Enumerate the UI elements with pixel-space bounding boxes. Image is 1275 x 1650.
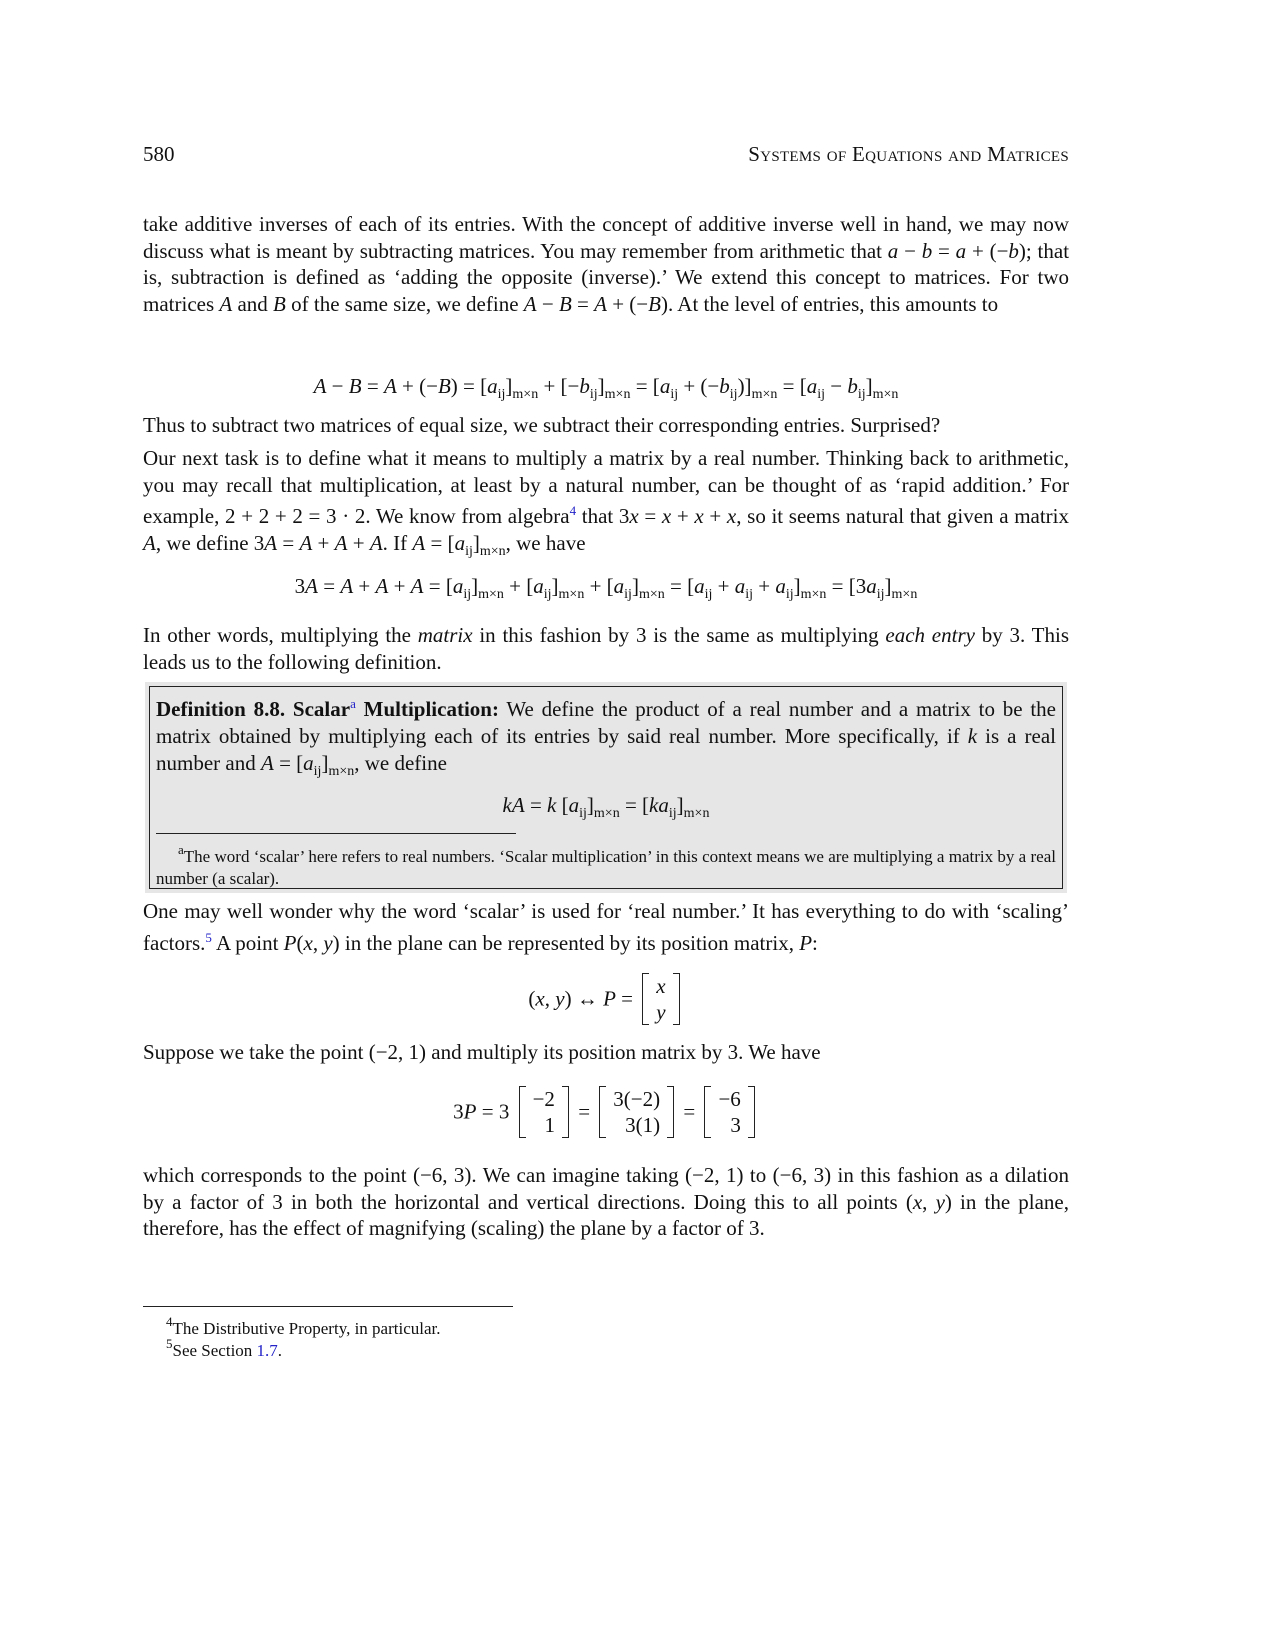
text-segment: m×n	[558, 587, 585, 602]
text-segment: m×n	[478, 587, 504, 602]
footnote-ref-link[interactable]: 5	[205, 929, 212, 945]
text-segment: ij	[463, 587, 472, 602]
math-symbol: P	[799, 930, 813, 955]
math-symbol: x	[661, 504, 672, 529]
text-segment: ) = [	[450, 374, 488, 398]
math-symbol: A	[334, 531, 348, 556]
text-segment: = [	[425, 531, 455, 556]
equation-3a	[143, 574, 1069, 603]
matrix-entry: −6	[718, 1087, 741, 1111]
footnote-rule	[143, 1306, 513, 1307]
matrix-entry: 1	[544, 1113, 555, 1137]
paragraph	[143, 898, 1069, 956]
math-symbol: A	[305, 574, 318, 598]
text-segment: +	[712, 574, 735, 598]
math-symbol: a	[303, 751, 314, 775]
math-symbol: k	[967, 724, 978, 748]
math-symbol: B	[558, 292, 572, 317]
math-symbol: A	[410, 574, 424, 598]
text-segment: + [	[584, 574, 614, 598]
text-segment: + (−	[678, 374, 720, 398]
text-segment: m×n	[512, 387, 539, 402]
math-symbol: y	[935, 1189, 945, 1214]
paragraph	[143, 412, 1069, 439]
paragraph	[143, 211, 1069, 318]
text-segment: )]	[737, 374, 752, 398]
text-segment: ij	[589, 387, 598, 402]
text-segment: + [−	[538, 374, 580, 398]
text-segment: ij	[313, 764, 322, 779]
text-segment: ,	[312, 930, 324, 955]
text-segment: ); that is, subtraction is defined as ‘adding the opposite (inverse).’ We extend this concept to matrices. For two matrices	[143, 238, 1070, 317]
math-symbol: x	[303, 930, 313, 955]
text-segment: = [3	[826, 574, 867, 598]
math-symbol: matrix	[417, 623, 473, 647]
text-segment: ij	[704, 587, 713, 602]
math-symbol: P	[603, 986, 616, 1011]
text-segment: ij	[624, 587, 632, 602]
text-segment: m×n	[683, 806, 710, 821]
math-symbol: x	[629, 504, 639, 529]
text-segment: =	[317, 574, 341, 598]
definition-footnote	[156, 839, 1056, 890]
math-symbol: a	[866, 574, 877, 598]
text-segment: + (−	[396, 374, 438, 398]
text-segment: ij	[817, 387, 825, 402]
text-segment: One may well wonder why the word ‘scalar’ is used for ‘real number.’ It has everything to do with ‘scaling’ factors.	[143, 899, 1069, 955]
text-segment: m×n	[751, 387, 778, 402]
text-segment: ]	[631, 574, 639, 598]
math-symbol: A	[313, 374, 327, 398]
text-segment: 5	[166, 1336, 173, 1351]
math-symbol: B	[437, 374, 451, 398]
math-symbol: A	[260, 751, 274, 775]
footnote-5	[166, 1333, 282, 1362]
text-segment: =	[361, 374, 384, 398]
text-segment: m×n	[638, 587, 665, 602]
text-segment: = [	[630, 374, 660, 398]
text-segment: in this fashion by 3 is the same as multiplying	[472, 623, 886, 647]
text-segment: The word ‘scalar’ here refers to real numbers. ‘Scalar multiplication’ in this context means we are multiplying a matrix by a real number (a scalar).	[156, 847, 1056, 888]
math-symbol: B	[348, 374, 362, 398]
text-segment: ]	[472, 531, 480, 556]
text-segment: a	[178, 842, 184, 857]
paragraph	[143, 622, 1069, 675]
paragraph	[143, 1162, 1069, 1242]
text-segment: A point	[211, 930, 284, 955]
text-segment: 4	[166, 1314, 173, 1329]
math-symbol: b	[579, 374, 590, 398]
matrix-scaled-expr	[599, 1086, 674, 1138]
text-segment: ij	[465, 544, 473, 560]
text-segment: We define the product of a real number and a matrix to be the matrix obtained by multiplying each of its entries by said real number. More specifically, if	[156, 697, 1056, 748]
text-segment: −	[898, 238, 922, 263]
math-symbol: a	[487, 374, 498, 398]
math-symbol: kA	[502, 793, 525, 817]
math-symbol: A	[340, 574, 354, 598]
text-segment: (	[528, 986, 536, 1011]
math-symbol: x	[694, 504, 704, 529]
math-symbol: a	[454, 531, 466, 556]
text-segment: ). At the level of entries, this amounts to	[660, 292, 999, 317]
text-segment: Definition 8.8. Scalar	[156, 697, 351, 721]
math-symbol: A	[412, 531, 426, 556]
text-segment: m×n	[800, 587, 827, 602]
math-symbol: b	[719, 374, 730, 398]
equation-position-matrix	[143, 973, 1069, 1025]
text-segment: ]	[321, 751, 329, 775]
text-segment: m×n	[593, 806, 620, 821]
math-symbol: ka	[649, 793, 669, 817]
text-segment: and	[232, 292, 274, 317]
equation-subtraction	[143, 374, 1069, 403]
text-segment: ]	[597, 374, 605, 398]
text-segment: +	[703, 504, 727, 529]
math-symbol: A	[375, 574, 389, 598]
math-symbol: each entry	[885, 623, 975, 647]
equation-lhs	[453, 1100, 509, 1124]
math-symbol: x	[535, 986, 545, 1011]
text-segment: . If	[382, 531, 413, 556]
text-segment: ij	[543, 587, 552, 602]
matrix-original	[519, 1086, 569, 1138]
text-segment: + (−	[966, 238, 1009, 263]
text-segment: = [	[664, 574, 695, 598]
text-segment: ij	[670, 387, 679, 402]
text-segment: +	[671, 504, 695, 529]
matrix-entry: −2	[532, 1087, 555, 1111]
equals-sign: =	[683, 1099, 696, 1124]
text-segment: + [	[503, 574, 534, 598]
text-segment: =	[524, 793, 548, 817]
text-segment: ij	[497, 387, 506, 402]
running-title: Systems of Equations and Matrices	[748, 142, 1069, 166]
text-segment: m×n	[891, 587, 918, 602]
math-symbol: A	[299, 531, 313, 556]
math-symbol: a	[694, 574, 705, 598]
math-symbol: A	[219, 292, 233, 317]
text-segment: , we define 3	[155, 531, 265, 556]
text-segment: Thus to subtract two matrices of equal size, we subtract their corresponding entries. Surprised?	[143, 413, 941, 437]
matrix-p	[642, 973, 679, 1025]
page-number: 580	[143, 142, 175, 166]
text-segment: +	[753, 574, 776, 598]
definition-box	[145, 682, 1067, 893]
text-segment: ) ↔	[564, 986, 604, 1011]
text-segment: m×n	[328, 764, 355, 779]
text-segment: =	[277, 531, 300, 556]
math-symbol: a	[613, 574, 625, 598]
text-segment: =	[615, 986, 633, 1011]
text-segment: , we define	[354, 751, 447, 775]
definition-equation	[150, 793, 1062, 822]
footnote-ref-link[interactable]: 4	[569, 503, 577, 519]
text-segment: −	[824, 374, 848, 398]
text-segment: ]	[471, 574, 479, 598]
text-segment: −	[536, 292, 559, 317]
math-symbol: b	[847, 374, 858, 398]
math-symbol: y	[323, 930, 333, 955]
text-segment: .	[277, 1341, 283, 1360]
math-symbol: a	[533, 574, 544, 598]
matrix-result	[704, 1086, 754, 1138]
text-segment: +	[347, 531, 370, 556]
math-symbol: a	[452, 574, 464, 598]
equation-lhs	[528, 987, 633, 1011]
text-segment: m×n	[604, 387, 631, 402]
text-segment: The Distributive Property, in particular.	[172, 1319, 441, 1338]
math-symbol: A	[143, 531, 156, 556]
text-segment: = [	[777, 374, 807, 398]
text-segment: by 3. This leads us to the following definition.	[143, 623, 1069, 674]
equals-sign: =	[578, 1099, 591, 1124]
matrix-entry: x	[656, 974, 666, 998]
text-segment: = [	[423, 574, 453, 598]
matrix-entry: 3	[730, 1113, 741, 1137]
text-segment: which corresponds to the point (−6, 3). We can imagine taking (−2, 1) to (−6, 3) in this fashion as a dilation by a factor of 3 in both the horizontal and vertical directions. Doing this to all points (	[143, 1163, 1069, 1214]
text-segment: ij	[579, 806, 587, 821]
equation-3p	[143, 1086, 1069, 1138]
text-segment: 3	[453, 1099, 464, 1124]
text-segment: m×n	[479, 544, 506, 560]
math-symbol: a	[955, 238, 967, 263]
math-symbol: a	[806, 374, 818, 398]
text-segment: take additive inverses of each of its entries. With the concept of additive inverse well in hand, we may now discuss what is meant by subtracting matrices. You may remember from arithmetic that	[143, 212, 1069, 263]
text-segment: ij	[729, 387, 738, 402]
text-segment: is a real number and	[156, 724, 1056, 775]
math-symbol: a	[568, 793, 580, 817]
text-segment: See Section	[172, 1341, 257, 1360]
text-segment: Our next task is to define what it means to multiply a matrix by a real number. Thinking back to arithmetic, you may recall that multiplication, at least by a natural number, can be thought of as ‘rapid addition.’ For example, 2 + 2 + 2 = 3 · 2. We know from algebra	[143, 446, 1069, 529]
text-segment: of the same size, we define	[285, 292, 524, 317]
text-segment: m×n	[872, 387, 899, 402]
math-symbol: a	[775, 574, 786, 598]
text-segment: ij	[745, 587, 753, 602]
footnote-ref-link[interactable]: a	[350, 696, 356, 711]
text-segment: , so it seems natural that given a matrix	[736, 504, 1070, 529]
definition-text	[156, 690, 1056, 785]
math-symbol: b	[1008, 238, 1019, 263]
text-segment: −	[326, 374, 349, 398]
text-segment: (	[296, 930, 304, 955]
text-segment: ]	[551, 574, 559, 598]
text-segment: = 3	[476, 1099, 510, 1124]
text-segment: Suppose we take the point (−2, 1) and multiply its position matrix by 3. We have	[143, 1040, 821, 1064]
text-segment: 3	[294, 574, 306, 598]
text-segment: ij	[785, 587, 794, 602]
text-segment: ij	[668, 806, 677, 821]
text-segment: ,	[922, 1189, 936, 1214]
text-segment: Multiplication:	[355, 697, 499, 721]
math-symbol: A	[594, 292, 607, 317]
paragraph	[143, 445, 1069, 566]
paragraph	[143, 1039, 1069, 1066]
text-segment: +	[388, 574, 411, 598]
text-segment: =	[638, 504, 662, 529]
footnote-rule	[156, 833, 516, 834]
math-symbol: x	[726, 504, 737, 529]
math-symbol: a	[659, 374, 671, 398]
text-segment: ij	[857, 387, 866, 402]
math-symbol: x	[912, 1189, 923, 1214]
text-segment: = [	[619, 793, 650, 817]
math-symbol: a	[887, 238, 899, 263]
text-segment: ]	[676, 793, 684, 817]
text-segment: ) in the plane can be represented by its position matrix,	[332, 930, 800, 955]
text-segment: + (−	[606, 292, 649, 317]
matrix-entry: 3(1)	[625, 1113, 661, 1137]
math-symbol: y	[555, 986, 565, 1011]
math-symbol: A	[369, 531, 383, 556]
math-symbol: A	[264, 531, 278, 556]
text-segment: , we have	[505, 531, 586, 556]
text-segment: ,	[544, 986, 556, 1011]
math-symbol: b	[921, 238, 933, 263]
matrix-entry: 3(−2)	[613, 1087, 661, 1111]
section-link[interactable]: 1.7	[256, 1341, 278, 1360]
math-symbol: A	[383, 374, 397, 398]
text-segment: that 3	[576, 504, 630, 529]
text-segment: ]	[505, 374, 513, 398]
matrix-entry: y	[656, 1000, 666, 1024]
text-segment: =	[571, 292, 595, 317]
text-segment: = [	[273, 751, 304, 775]
text-segment: In other words, multiplying the	[143, 623, 418, 647]
text-segment: [	[556, 793, 569, 817]
text-segment: =	[932, 238, 956, 263]
text-segment: ]	[586, 793, 594, 817]
math-symbol: B	[273, 292, 286, 317]
text-segment: +	[353, 574, 376, 598]
text-segment: ]	[793, 574, 801, 598]
text-segment: :	[812, 930, 818, 955]
math-symbol: P	[463, 1099, 477, 1124]
text-segment: ) in the plane, therefore, has the effect of magnifying (scaling) the plane by a factor of 3.	[143, 1189, 1069, 1241]
math-symbol: P	[283, 930, 297, 955]
math-symbol: A	[523, 292, 537, 317]
math-symbol: B	[648, 292, 661, 317]
text-segment: +	[312, 531, 335, 556]
text-segment: ij	[876, 587, 885, 602]
text-segment: ]	[884, 574, 892, 598]
text-segment: ]	[865, 374, 873, 398]
math-symbol: a	[734, 574, 746, 598]
math-symbol: k	[547, 793, 557, 817]
